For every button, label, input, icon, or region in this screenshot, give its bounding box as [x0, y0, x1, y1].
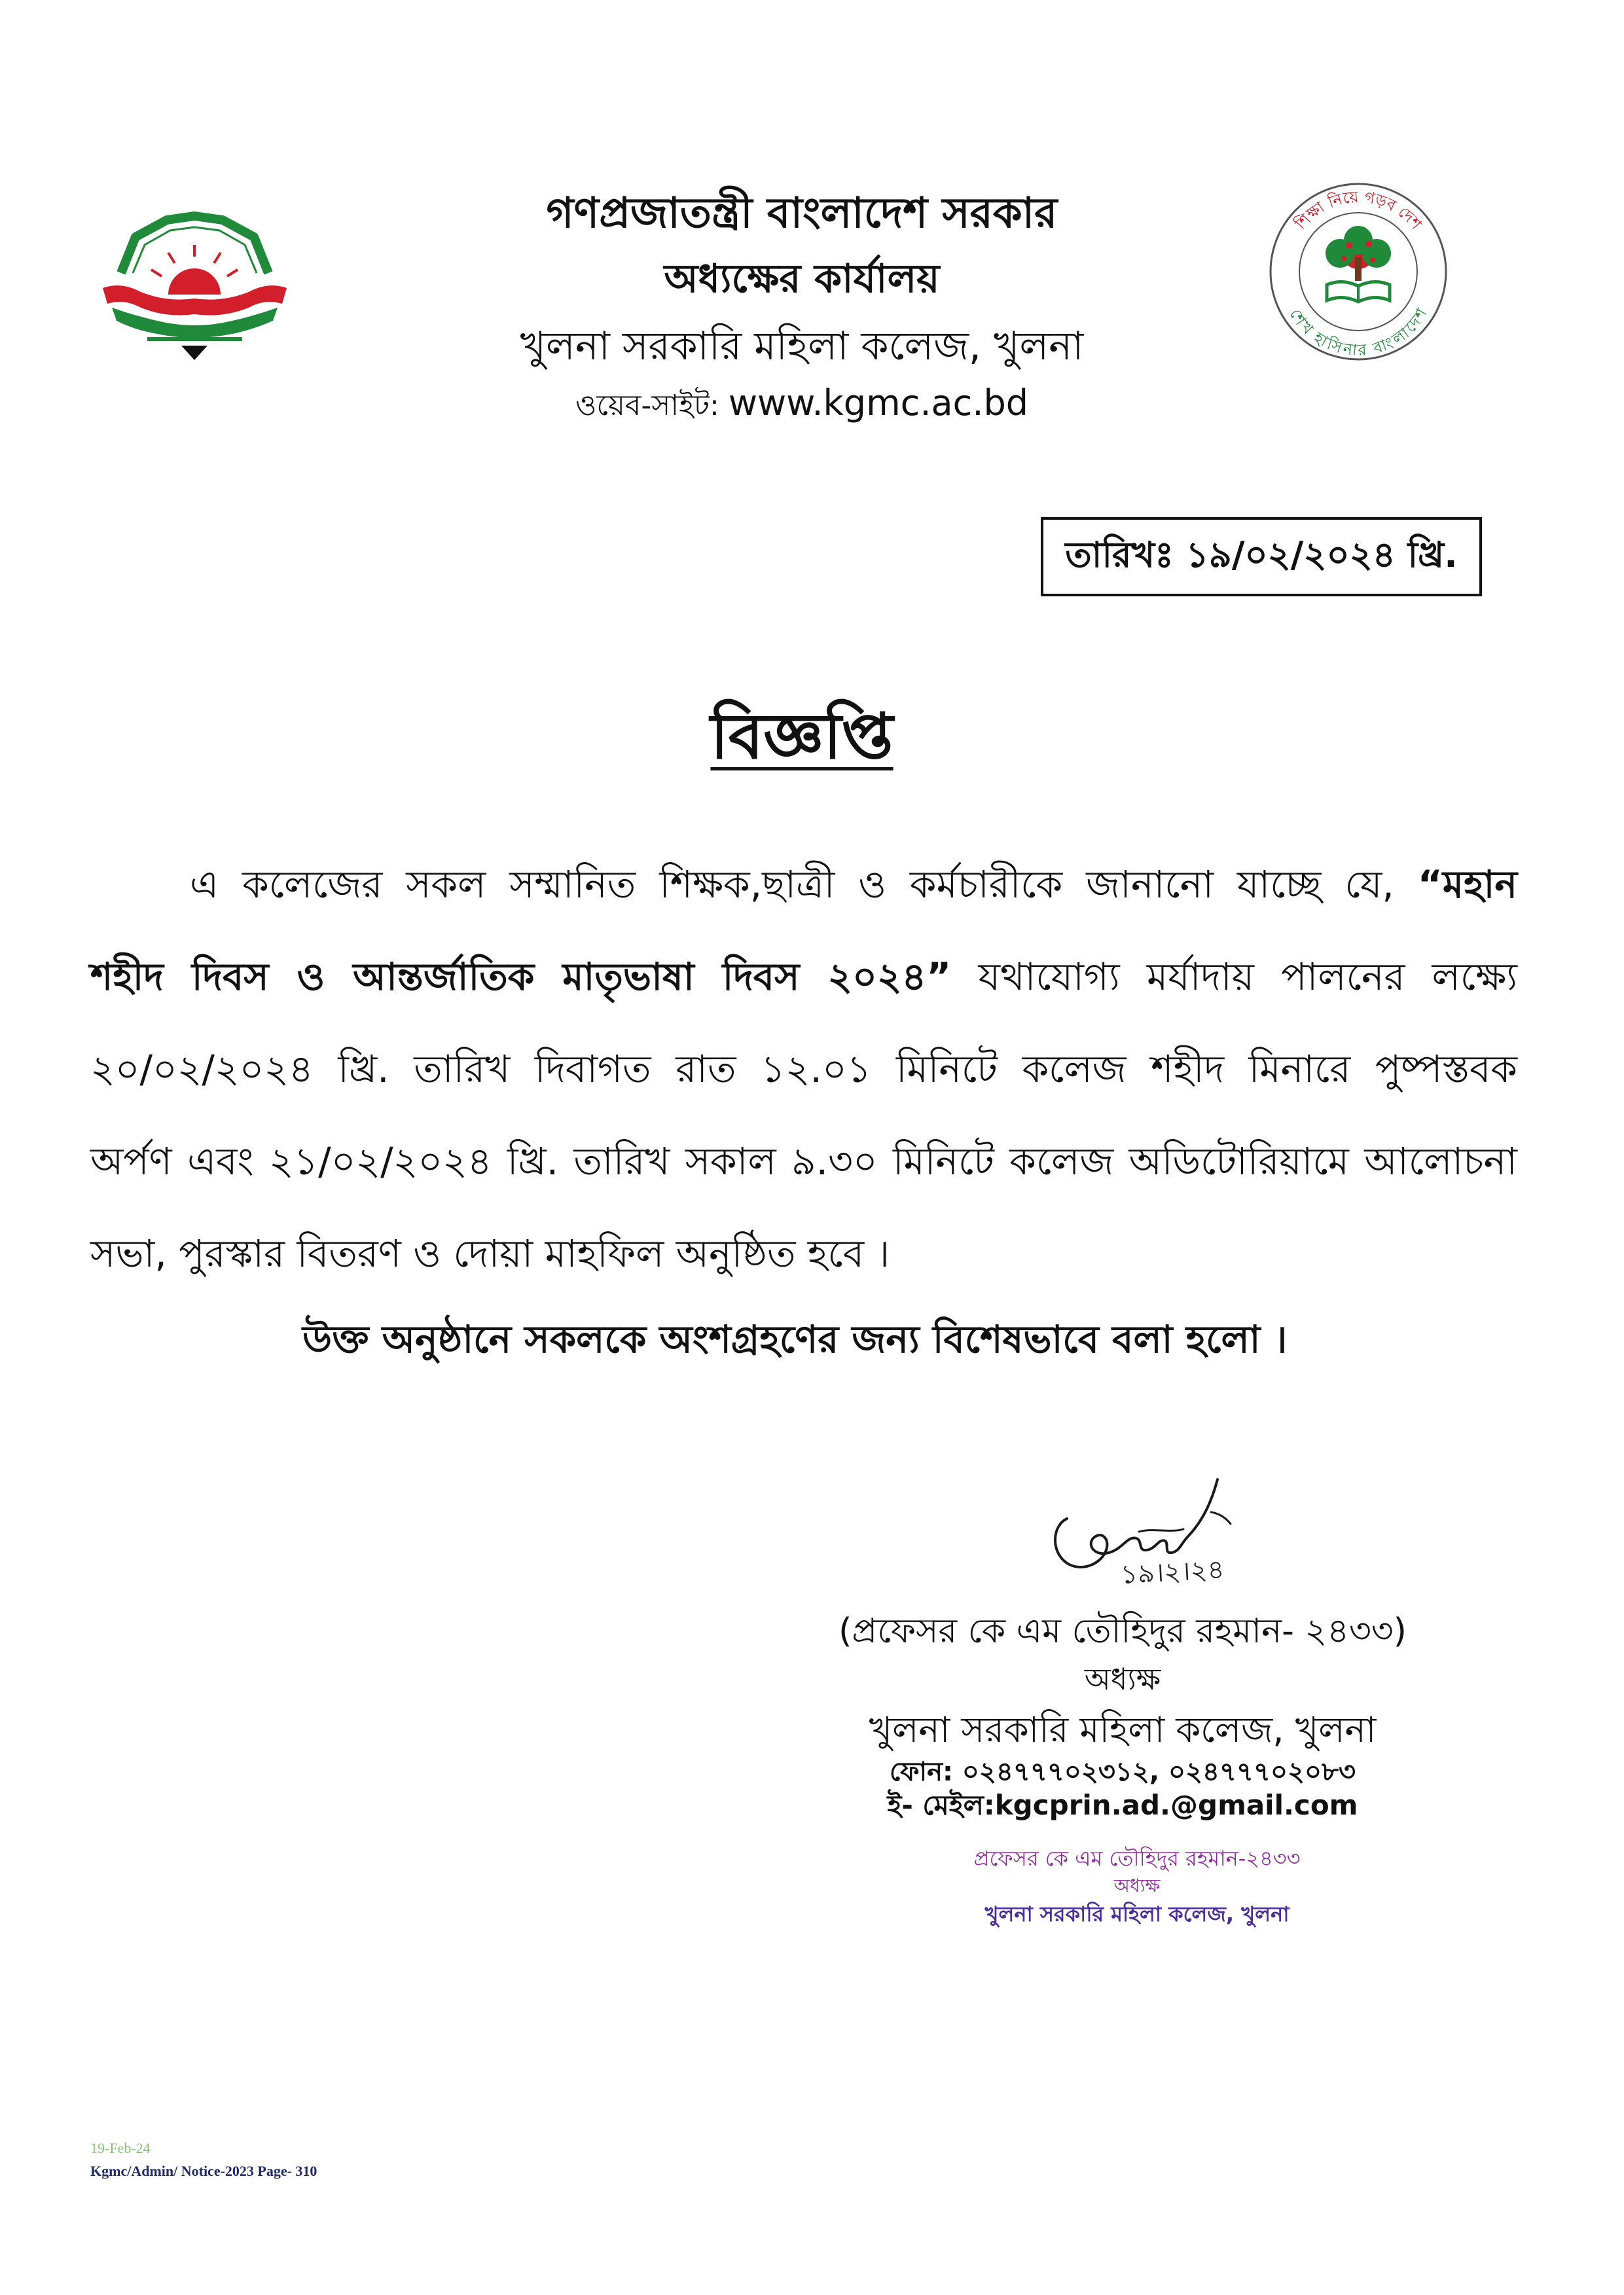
- body-text: যথাযোগ্য মর্যাদায় পালনের লক্ষ্যে: [978, 954, 1518, 999]
- notice-date: তারিখঃ ১৯/০২/২০২৪ খ্রি.: [1065, 533, 1458, 575]
- header-college: খুলনা সরকারি মহিলা কলেজ, খুলনা: [520, 323, 1084, 369]
- website-link[interactable]: www.kgmc.ac.bd: [728, 382, 1029, 424]
- education-emblem-icon: [1267, 180, 1450, 363]
- signatory-college: খুলনা সরকারি মহিলা কলেজ, খুলনা: [869, 1709, 1377, 1750]
- header-office: অধ্যক্ষের কার্যালয়: [664, 256, 940, 302]
- body-line: [90, 1023, 1517, 1115]
- signatory-phone: ফোন: ০২৪৭৭৭০২৩১২, ০২৪৭৭৭০২০৮৩: [890, 1757, 1356, 1787]
- notice-title: [589, 687, 1015, 786]
- stamp-name: প্রফেসর কে এম তৌহিদুর রহমান-২৪৩৩: [973, 1846, 1301, 1871]
- college-emblem-icon: [95, 211, 295, 361]
- notice-closing: উক্ত অনুষ্ঠানে সকলকে অংশগ্রহণের জন্য বিশেষভাবে বলা হলো ।: [302, 1317, 1288, 1362]
- notice-date-box: [1041, 517, 1482, 596]
- ring-bottom-text: শেখ হাসিনার বাংলাদেশ: [1286, 305, 1431, 359]
- body-text: এ কলেজের সকল সম্মানিত শিক্ষক,ছাত্রী ও কর্মচারীকে জানানো যাচ্ছে যে,: [190, 862, 1394, 907]
- body-line: [90, 931, 1517, 1023]
- body-line: [90, 839, 1517, 931]
- body-line: [90, 1115, 1517, 1208]
- notice-title-text: বিজ্ঞপ্তি: [710, 700, 893, 773]
- signatory-email[interactable]: ই- মেইল:kgcprin.ad.@gmail.com: [887, 1789, 1358, 1821]
- website-label: ওয়েব-সাইট:: [575, 389, 719, 422]
- stamp-designation: অধ্যক্ষ: [1113, 1875, 1161, 1896]
- event-name-bold: শহীদ দিবস ও আন্তর্জাতিক মাতৃভাষা দিবস ২০২৪”: [90, 954, 952, 999]
- signatory-designation: অধ্যক্ষ: [1084, 1661, 1161, 1697]
- signature-date: ১৯।২।২৪: [1119, 1554, 1225, 1591]
- body-text: সভা, পুরস্কার বিতরণ ও দোয়া মাহফিল অনুষ্ঠিত হবে ।: [90, 1231, 890, 1276]
- stamp-college: খুলনা সরকারি মহিলা কলেজ, খুলনা: [984, 1902, 1290, 1926]
- event-name-bold: “মহান: [1417, 862, 1517, 907]
- footer-reference: Kgmc/Admin/ Notice-2023 Page- 310: [90, 2163, 317, 2179]
- header-website: [458, 380, 1146, 429]
- body-text: অর্পণ এবং ২১/০২/২০২৪ খ্রি. তারিখ সকাল ৯.৩০ মিনিটে কলেজ অডিটোরিয়ামে আলোচনা: [90, 1139, 1517, 1184]
- notice-body: [90, 839, 1517, 1300]
- body-line: [90, 1208, 1517, 1300]
- header-government: গণপ্রজাতন্ত্রী বাংলাদেশ সরকার: [546, 189, 1058, 238]
- footer-date: 19-Feb-24: [90, 2140, 151, 2156]
- signatory-name: (প্রফেসর কে এম তৌহিদুর রহমান- ২৪৩৩): [839, 1612, 1407, 1651]
- body-text: ২০/০২/২০২৪ খ্রি. তারিখ দিবাগত রাত ১২.০১ মিনিটে কলেজ শহীদ মিনারে পুষ্পস্তবক: [90, 1047, 1517, 1091]
- ring-top-text: শিক্ষা নিয়ে গড়ব দেশ: [1291, 187, 1426, 233]
